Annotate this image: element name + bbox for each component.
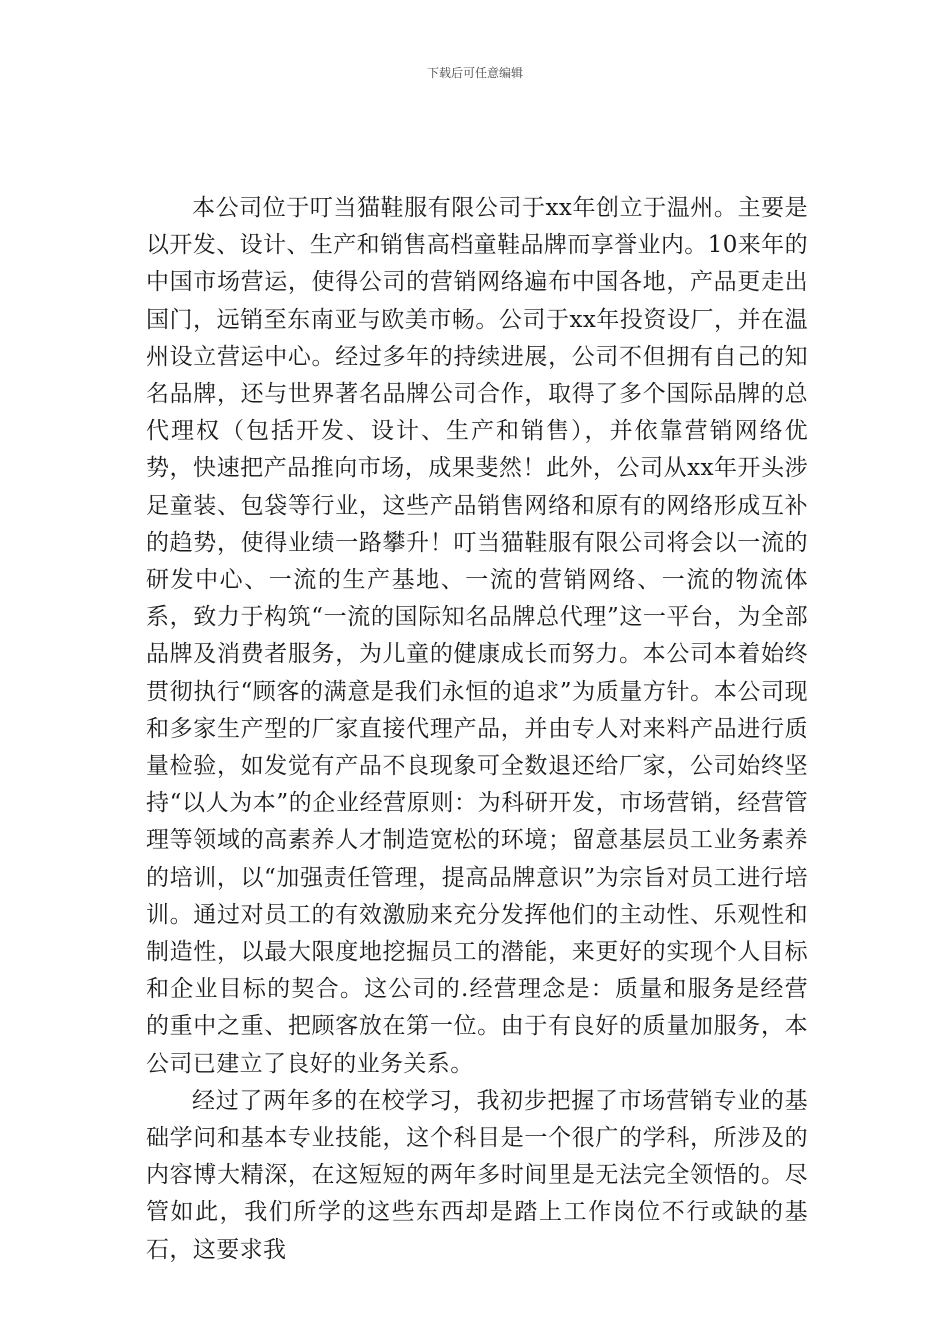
paragraph-company-intro: 本公司位于叮当猫鞋服有限公司于xx年创立于温州。主要是以开发、设计、生产和销售高档童鞋品牌而享誉业内。10来年的中国市场营运，使得公司的营销网络遍布中国各地，产品更走出国门，远销至东南亚与欧美市畅。公司于xx年投资设厂，并在温州设立营运中心。经过多年的持续进展，公司不但拥有自己的知名品牌，还与世界著名品牌公司合作，取得了多个国际品牌的总代理权（包括开发、设计、生产和销售），并依靠营销网络优势，快速把产品推向市场，成果斐然！此外，公司从xx年开头涉足童装、包袋等行业，这些产品销售网络和原有的网络形成互补的趋势，使得业绩一路攀升！叮当猫鞋服有限公司将会以一流的研发中心、一流的生产基地、一流的营销网络、一流的物流体系，致力于构筑“一流的国际知名品牌总代理”这一平台，为全部品牌及消费者服务，为儿童的健康成长而努力。本公司本着始终贯彻执行“顾客的满意是我们永恒的追求”为质量方针。本公司现和多家生产型的厂家直接代理产品，并由专人对来料产品进行质量检验，如发觉有产品不良现象可全数退还给厂家，公司始终坚持“以人为本”的企业经营原则：为科研开发，市场营销，经营管理等领域的高素养人才制造宽松的环境；留意基层员工业务素养的培训，以“加强责任管理，提高品牌意识”为宗旨对员工进行培训。通过对员工的有效激励来充分发挥他们的主动性、乐观性和制造性，以最大限度地挖掘员工的潜能，来更好的实现个人目标和企业目标的契合。这公司的.经营理念是：质量和服务是经营的重中之重、把顾客放在第一位。由于有良好的质量加服务，本公司已建立了良好的业务关系。 (146, 195, 808, 1077)
page-header-note: 下载后可任意编辑 (426, 66, 523, 80)
paragraph-study-reflection: 经过了两年多的在校学习，我初步把握了市场营销专业的基础学问和基本专业技能，这个科目是一个很广的学科，所涉及的内容博大精深，在这短短的两年多时间里是无法完全领悟的。尽管如此，我们所学的这些东西却是踏上工作岗位不行或缺的基石，这要求我 (146, 1087, 808, 1263)
document-body (146, 190, 808, 1269)
